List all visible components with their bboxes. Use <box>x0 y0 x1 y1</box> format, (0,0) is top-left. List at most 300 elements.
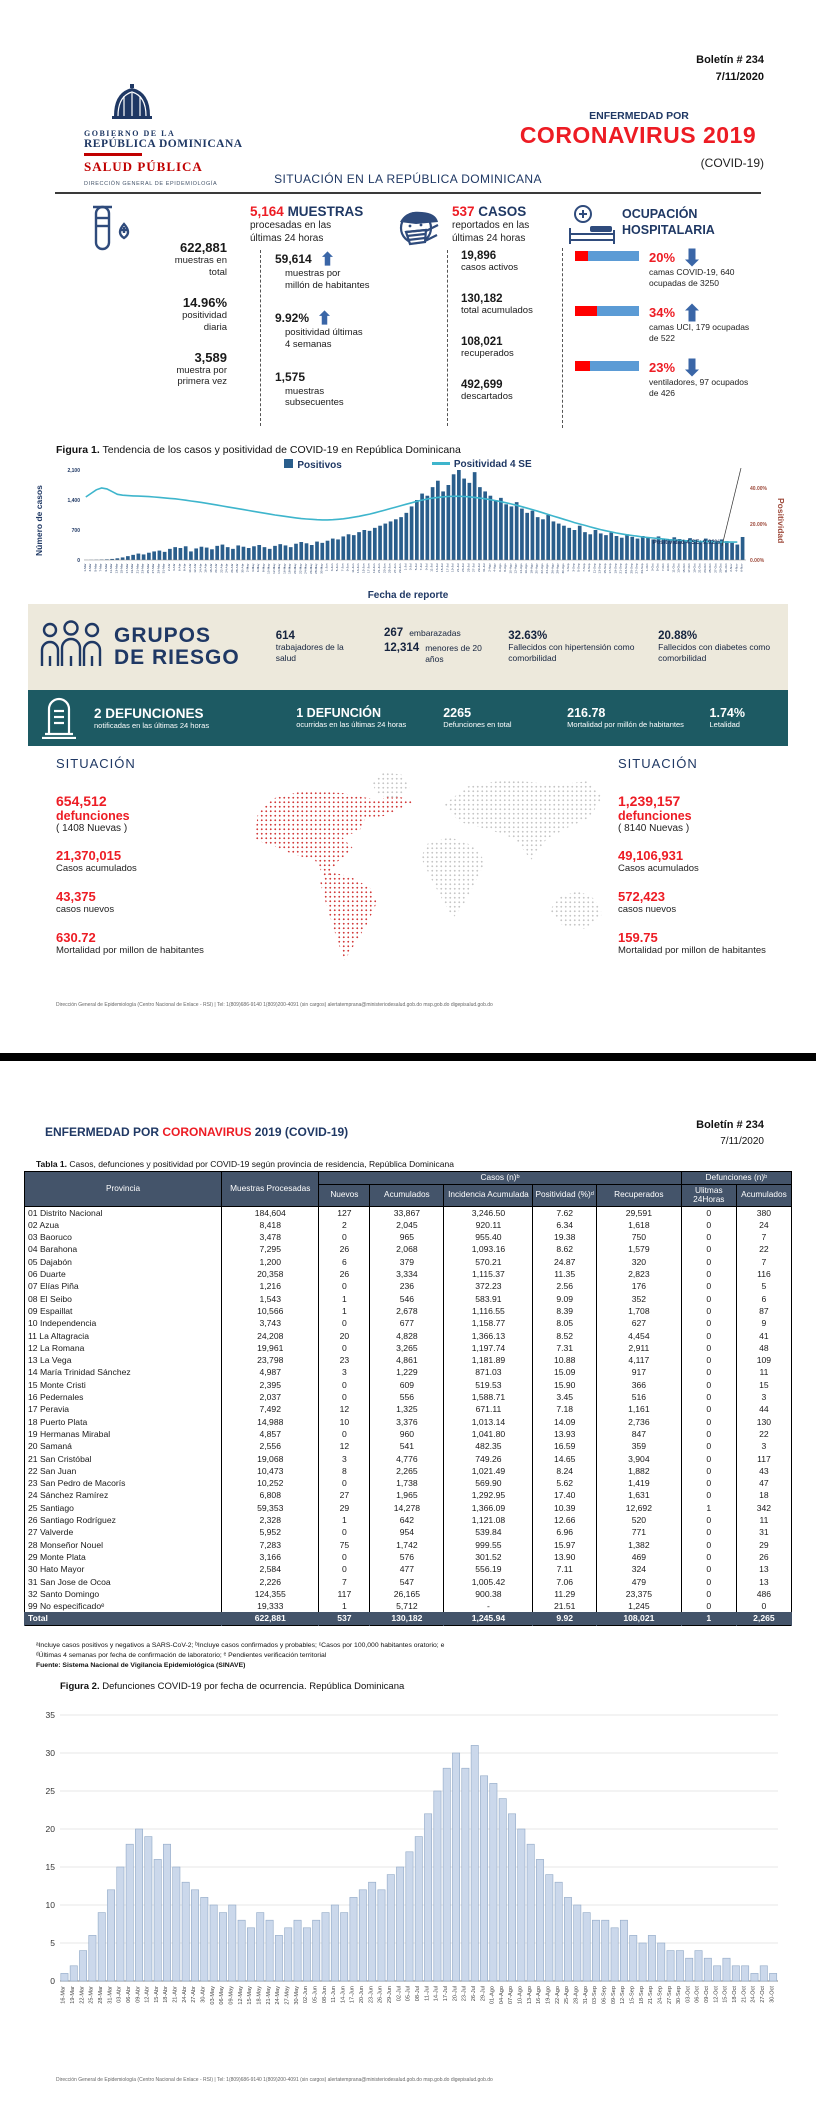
svg-text:12-Abr: 12-Abr <box>193 563 198 573</box>
table-cell: 3,246.50 <box>444 1206 533 1219</box>
svg-text:21-Oct: 21-Oct <box>741 1986 748 2003</box>
table-cell: 24 Sánchez Ramírez <box>25 1489 222 1501</box>
table-cell: 1,021.49 <box>444 1465 533 1477</box>
table-cell: 4,987 <box>222 1366 319 1378</box>
table-cell: 4,828 <box>370 1330 444 1342</box>
table-cell: 965 <box>370 1231 444 1243</box>
table-cell: 27 Valverde <box>25 1526 222 1538</box>
table-cell: 02 Azua <box>25 1219 222 1231</box>
svg-text:3-Jul: 3-Jul <box>408 563 413 571</box>
table-cell: 359 <box>596 1440 681 1452</box>
hospital-item-camas-uci: 34% camas UCI, 179 ocupadas de 522 <box>575 303 800 344</box>
table-cell: 0 <box>681 1219 736 1231</box>
table-cell: 12 <box>319 1403 370 1415</box>
svg-text:29-Jul: 29-Jul <box>476 563 481 572</box>
table-row <box>25 1551 792 1563</box>
svg-text:10-May: 10-May <box>266 563 271 574</box>
table-cell: 1,382 <box>596 1539 681 1551</box>
bulletin-number: Boletín # 234 <box>696 54 764 66</box>
table-cell: 06 Duarte <box>25 1268 222 1280</box>
table-cell: 2,328 <box>222 1514 319 1526</box>
svg-text:23-Jun: 23-Jun <box>382 563 387 573</box>
table-cell: 7.06 <box>533 1576 597 1588</box>
svg-text:15-Mar: 15-Mar <box>119 563 124 574</box>
svg-text:06-May: 06-May <box>219 1986 226 2005</box>
table-cell: 0 <box>319 1342 370 1354</box>
table-cell: 0 <box>681 1477 736 1489</box>
table-cell: 0 <box>319 1563 370 1575</box>
risk-groups-band <box>28 604 788 690</box>
deaths-ocurridas: 1 DEFUNCIÓN ocurridas en las últimas 24 horas <box>296 706 407 730</box>
svg-text:22-Abr: 22-Abr <box>219 563 224 573</box>
table-cell: 3,743 <box>222 1317 319 1329</box>
table-cell: 10.88 <box>533 1354 597 1366</box>
samples-headline: 5,164 MUESTRAS procesadas en las últimas 24 horas <box>250 204 364 244</box>
gov-line-2: REPÚBLICA DOMINICANA <box>84 138 243 150</box>
table-cell: 1,618 <box>596 1219 681 1231</box>
stat-total-acumulados: 130,182 total acumulados <box>461 293 533 316</box>
map-australia <box>550 891 603 929</box>
col-recuperados: Recuperados <box>596 1184 681 1206</box>
table-row <box>25 1305 792 1317</box>
svg-text:6-Abr: 6-Abr <box>177 563 182 572</box>
table-row <box>25 1391 792 1403</box>
table-cell: 546 <box>370 1293 444 1305</box>
svg-text:2-Ago: 2-Ago <box>487 563 492 572</box>
svg-text:31-Ago: 31-Ago <box>582 1986 589 2005</box>
national-crest-icon <box>110 84 324 129</box>
colgroup-casos: Casos (n)ᵇ <box>319 1172 681 1185</box>
table-row <box>25 1563 792 1575</box>
sit-defunciones: 1,239,157 defunciones ( 8140 Nuevas ) <box>618 793 692 834</box>
sit-casos-nuevos: 572,423 casos nuevos <box>618 888 677 915</box>
hospital-occupancy-block <box>562 248 800 428</box>
svg-text:6-Ago: 6-Ago <box>497 563 502 572</box>
table-cell: 1,005.42 <box>444 1576 533 1588</box>
page-title: CORONAVIRUS 2019 <box>519 122 757 148</box>
table-cell: 0 <box>319 1551 370 1563</box>
svg-text:15-Jul: 15-Jul <box>440 563 445 572</box>
table-cell: 2,911 <box>596 1342 681 1354</box>
svg-text:18-Oct: 18-Oct <box>732 1986 738 2003</box>
svg-text:28-Mar: 28-Mar <box>98 1986 104 2004</box>
table-cell: 0 <box>681 1366 736 1378</box>
svg-text:12-May: 12-May <box>237 1986 244 2005</box>
svg-text:13-Ago: 13-Ago <box>526 1986 533 2005</box>
svg-text:12-May: 12-May <box>272 563 276 574</box>
table-cell: 0 <box>681 1317 736 1329</box>
table-cell: 176 <box>596 1280 681 1292</box>
stat-positividad-4sem: 9.92% positividad últimas 4 semanas <box>275 310 363 350</box>
table-cell: 0 <box>681 1268 736 1280</box>
table-cell: 0 <box>681 1489 736 1501</box>
table-cell: 33,867 <box>370 1206 444 1219</box>
svg-text:23-Jun: 23-Jun <box>368 1986 375 2004</box>
deaths-band <box>28 690 788 746</box>
table-cell: 236 <box>370 1280 444 1292</box>
table-cell: 22 <box>736 1243 791 1255</box>
table-cell: 26,165 <box>370 1588 444 1600</box>
table-cell: 14.09 <box>533 1416 597 1428</box>
table-cell: 23,375 <box>596 1588 681 1600</box>
svg-text:23-Jul: 23-Jul <box>461 1986 468 2002</box>
arrow-up-icon <box>319 310 330 325</box>
table-row <box>25 1354 792 1366</box>
table-cell: 109 <box>736 1354 791 1366</box>
table-cell: 372.23 <box>444 1280 533 1292</box>
table-cell: 583.91 <box>444 1293 533 1305</box>
svg-text:6-May: 6-May <box>256 563 261 573</box>
svg-text:28-May: 28-May <box>314 563 318 574</box>
situation-title: SITUACIÓN <box>618 756 698 771</box>
table-cell: 1,121.08 <box>444 1514 533 1526</box>
table-cell: 7 <box>736 1256 791 1268</box>
table-row <box>25 1280 792 1292</box>
table-cell: 18 <box>736 1489 791 1501</box>
table-cell: 24.87 <box>533 1256 597 1268</box>
svg-text:19-Oct: 19-Oct <box>692 563 697 573</box>
svg-text:3-Jun: 3-Jun <box>329 563 334 572</box>
table-cell: 01 Distrito Nacional <box>25 1206 222 1219</box>
table-cell: 19,961 <box>222 1342 319 1354</box>
samples-substats <box>260 250 405 426</box>
svg-text:19-Mar: 19-Mar <box>70 1986 76 2004</box>
svg-text:30-Abr: 30-Abr <box>200 1986 207 2003</box>
line-legend-swatch <box>432 462 450 465</box>
table-cell: 6.34 <box>533 1219 597 1231</box>
table-cell: 10 Independencia <box>25 1317 222 1329</box>
table-cell: 08 El Seibo <box>25 1293 222 1305</box>
table-cell: 21.51 <box>533 1600 597 1612</box>
fig1-yticks-left <box>67 468 80 564</box>
table-cell: 26 <box>736 1551 791 1563</box>
table-cell: 2,037 <box>222 1391 319 1403</box>
table-cell: 9.09 <box>533 1293 597 1305</box>
svg-text:3-Oct: 3-Oct <box>650 563 655 572</box>
table-cell: 622,881 <box>222 1612 319 1625</box>
map-africa <box>421 837 485 918</box>
svg-text:25-Sep: 25-Sep <box>629 563 634 574</box>
table-cell: 954 <box>370 1526 444 1538</box>
table-cell: 301.52 <box>444 1551 533 1563</box>
table-cell: 0 <box>681 1354 736 1366</box>
table-cell: 41 <box>736 1330 791 1342</box>
sit-casos-nuevos: 43,375 casos nuevos <box>56 888 115 915</box>
cases-substats <box>447 250 581 426</box>
table-cell: 1 <box>681 1502 736 1514</box>
table-cell: 847 <box>596 1428 681 1440</box>
svg-text:03-Sep: 03-Sep <box>592 1986 599 2005</box>
svg-text:20-Jul: 20-Jul <box>452 1986 459 2002</box>
table-cell: 1,216 <box>222 1280 319 1292</box>
table-cell: 3 <box>736 1440 791 1452</box>
table-cell: 1,882 <box>596 1465 681 1477</box>
table-cell: 1,742 <box>370 1539 444 1551</box>
svg-text:19-Sep: 19-Sep <box>613 563 618 574</box>
svg-text:21-Jul: 21-Jul <box>455 563 460 572</box>
table-cell: 0 <box>681 1243 736 1255</box>
table-cell: 09 Espaillat <box>25 1305 222 1317</box>
svg-text:03-May: 03-May <box>209 1986 216 2005</box>
table-cell: 3.45 <box>533 1391 597 1403</box>
table-cell: 04 Barahona <box>25 1243 222 1255</box>
table-cell: 10,252 <box>222 1477 319 1489</box>
svg-text:23-Sep: 23-Sep <box>624 563 628 574</box>
svg-text:8-Ago: 8-Ago <box>503 563 508 572</box>
table-cell: 47 <box>736 1477 791 1489</box>
table-cell: 917 <box>596 1366 681 1378</box>
svg-text:17-Oct: 17-Oct <box>687 563 691 573</box>
table-row <box>25 1477 792 1489</box>
table-cell: 477 <box>370 1563 444 1575</box>
table-cell: 342 <box>736 1502 791 1514</box>
svg-text:10-Ago: 10-Ago <box>517 1986 524 2005</box>
table-cell: 1,292.95 <box>444 1489 533 1501</box>
table-cell: 547 <box>370 1576 444 1588</box>
svg-text:27-May: 27-May <box>284 1986 291 2005</box>
svg-text:21-Mar: 21-Mar <box>135 563 140 574</box>
table-cell: 29 <box>736 1539 791 1551</box>
bulletin-date: 7/11/2020 <box>715 70 764 83</box>
table-cell: 27 <box>319 1489 370 1501</box>
svg-text:27-Jul: 27-Jul <box>471 563 476 572</box>
svg-text:10-Ago: 10-Ago <box>508 563 513 574</box>
svg-text:30-May: 30-May <box>319 563 324 574</box>
masked-face-icon <box>392 200 448 259</box>
svg-text:08-Jul: 08-Jul <box>415 1986 421 2002</box>
table-cell: 0 <box>681 1293 736 1305</box>
table-cell: 2,226 <box>222 1576 319 1588</box>
svg-text:28-Abr: 28-Abr <box>235 563 240 573</box>
svg-text:2-Abr: 2-Abr <box>166 563 171 572</box>
table-cell: 2,045 <box>370 1219 444 1231</box>
svg-text:30-Oct: 30-Oct <box>769 1986 776 2003</box>
table-cell: 16 Pedernales <box>25 1391 222 1403</box>
table-cell: 4,861 <box>370 1354 444 1366</box>
table-cell: 9.92 <box>533 1612 597 1625</box>
svg-text:16-Ago: 16-Ago <box>524 563 529 574</box>
svg-text:29-Mar: 29-Mar <box>156 563 161 574</box>
table-cell: 6,808 <box>222 1489 319 1501</box>
table-cell: 117 <box>319 1588 370 1600</box>
svg-text:25-Ago: 25-Ago <box>564 1986 571 2005</box>
table-row <box>25 1465 792 1477</box>
table-cell: 0 <box>681 1231 736 1243</box>
svg-text:14-Abr: 14-Abr <box>198 563 203 573</box>
table-row <box>25 1502 792 1514</box>
table-cell: 1,708 <box>596 1305 681 1317</box>
svg-text:07-Ago: 07-Ago <box>508 1986 515 2005</box>
table-cell: 570.21 <box>444 1256 533 1268</box>
table-cell: 0 <box>681 1391 736 1403</box>
table-cell: 324 <box>596 1563 681 1575</box>
svg-text:5-Mar: 5-Mar <box>93 563 98 572</box>
svg-text:11-Jun: 11-Jun <box>331 1986 338 2003</box>
stat-value: 3,589 <box>194 349 227 365</box>
svg-text:5-Oct: 5-Oct <box>655 563 660 572</box>
table-cell: 556 <box>370 1391 444 1403</box>
page1-footer: Dirección General de Epidemiología (Centro Nacional de Enlace - RSI) | Tel: 1(809)686-9140 1(809)200-4091 (sin cargos) alertatemprana@ministeriodesalud.gob.do msp.gob.do digepisalud.gob.do <box>56 1002 493 1008</box>
table-cell: 87 <box>736 1305 791 1317</box>
table-cell: 14.65 <box>533 1453 597 1465</box>
table-cell: 486 <box>736 1588 791 1600</box>
title-kicker: ENFERMEDAD POR <box>589 110 689 122</box>
table-cell: 1,158.77 <box>444 1317 533 1329</box>
table-cell: 677 <box>370 1317 444 1329</box>
svg-text:9-Jun: 9-Jun <box>345 563 350 572</box>
table-cell: 14,988 <box>222 1416 319 1428</box>
table-cell: 0 <box>681 1305 736 1317</box>
table-cell: 7,492 <box>222 1403 319 1415</box>
table-cell: 749.26 <box>444 1453 533 1465</box>
svg-text:05-Jul: 05-Jul <box>405 1986 412 2002</box>
table-cell: 7 <box>736 1231 791 1243</box>
table-cell: 2 <box>319 1219 370 1231</box>
table-cell: 5.62 <box>533 1477 597 1489</box>
table-cell: 21 San Cristóbal <box>25 1453 222 1465</box>
fig1-x-axis-label: Fecha de reporte <box>367 590 449 601</box>
hospital-occupancy-title: OCUPACIÓN HOSPITALARIA <box>622 207 715 238</box>
risk-item-embarazadas-menores: 267 embarazadas 12,314 menores de 20 años <box>384 626 482 664</box>
table-cell: 871.03 <box>444 1366 533 1378</box>
svg-text:11-Jul: 11-Jul <box>424 1986 431 2001</box>
svg-text:2,100: 2,100 <box>67 468 80 474</box>
svg-text:3-Mar: 3-Mar <box>88 563 93 572</box>
svg-text:14-Jun: 14-Jun <box>340 1986 347 2004</box>
table-row <box>25 1539 792 1551</box>
svg-text:14-Ago: 14-Ago <box>518 563 523 574</box>
table-cell: 4,776 <box>370 1453 444 1465</box>
svg-text:20: 20 <box>45 1824 55 1834</box>
table-cell: 12.66 <box>533 1514 597 1526</box>
map-greenland <box>372 772 410 799</box>
table-cell: 1 <box>681 1612 736 1625</box>
table-cell: 3 <box>736 1391 791 1403</box>
svg-text:15-Oct: 15-Oct <box>681 563 686 573</box>
table-cell: 19,068 <box>222 1453 319 1465</box>
table-cell: 43 <box>736 1465 791 1477</box>
fig1-annotation: Positividad 4 SE; 9.92% <box>652 540 720 546</box>
svg-text:28-Ago: 28-Ago <box>573 1986 580 2005</box>
table-cell: 0 <box>319 1391 370 1403</box>
svg-text:4-May: 4-May <box>251 563 255 573</box>
table-cell: 0 <box>681 1416 736 1428</box>
table-cell: 3,904 <box>596 1453 681 1465</box>
svg-text:24-May: 24-May <box>303 563 308 574</box>
table-cell: 16.59 <box>533 1440 597 1452</box>
svg-text:25-Jul: 25-Jul <box>466 563 471 572</box>
svg-text:24-Oct: 24-Oct <box>750 1986 757 2003</box>
table-cell: 0 <box>681 1330 736 1342</box>
table-row <box>25 1440 792 1452</box>
tombstone-icon <box>42 693 76 744</box>
svg-text:25-Oct: 25-Oct <box>708 563 713 573</box>
svg-text:11-Sep: 11-Sep <box>592 563 597 574</box>
table-cell: 479 <box>596 1576 681 1588</box>
fig1-yticks-right <box>750 486 768 564</box>
table-cell: 920.11 <box>444 1219 533 1231</box>
table-cell: 1,366.13 <box>444 1330 533 1342</box>
table-cell: 7.18 <box>533 1403 597 1415</box>
table-cell: 0 <box>319 1280 370 1292</box>
svg-text:7-Oct: 7-Oct <box>660 563 665 572</box>
bulletin-info <box>696 52 764 85</box>
svg-text:20-Jun: 20-Jun <box>359 1986 366 2004</box>
table-cell: 6 <box>736 1293 791 1305</box>
table-cell: 516 <box>596 1391 681 1403</box>
table-cell: 352 <box>596 1293 681 1305</box>
svg-text:29-Jun: 29-Jun <box>387 1986 393 2004</box>
table-cell: 0 <box>319 1379 370 1391</box>
source-note: Fuente: Sistema Nacional de Vigilancia Epidemiológica (SINAVE) <box>36 1662 246 1670</box>
fig2-xticks <box>61 1986 776 2005</box>
svg-text:06-Sep: 06-Sep <box>601 1986 608 2005</box>
risk-item-hipertension: 32.63% Fallecidos con hipertensión como comorbilidad <box>508 630 635 663</box>
svg-text:29-Jun: 29-Jun <box>398 563 403 573</box>
page2-title: ENFERMEDAD POR CORONAVIRUS 2019 (COVID-19) <box>45 1125 349 1139</box>
svg-text:7-Mar: 7-Mar <box>98 563 103 572</box>
table-cell: 11 <box>736 1514 791 1526</box>
table-cell: 0 <box>681 1440 736 1452</box>
table-cell: 1,543 <box>222 1293 319 1305</box>
table-cell: 4,454 <box>596 1330 681 1342</box>
table-cell: 380 <box>736 1206 791 1219</box>
map-north-america <box>255 791 414 879</box>
table-cell: 12,692 <box>596 1502 681 1514</box>
table-cell: 124,355 <box>222 1588 319 1600</box>
table-cell: 26 Santiago Rodríguez <box>25 1514 222 1526</box>
svg-text:30: 30 <box>45 1748 55 1758</box>
svg-text:29-Jul: 29-Jul <box>480 1986 487 2002</box>
table-row <box>25 1206 792 1219</box>
section-title: SITUACIÓN EN LA REPÚBLICA DOMINICANA <box>274 172 542 186</box>
stat-recuperados: 108,021 recuperados <box>461 336 514 359</box>
table-row <box>25 1576 792 1588</box>
svg-text:12-Sep: 12-Sep <box>620 1986 627 2005</box>
col-ultimas-24h: Ulitmas 24Horas <box>681 1184 736 1206</box>
table-cell: 0 <box>681 1280 736 1292</box>
table-cell: 0 <box>319 1477 370 1489</box>
table-cell: 8.05 <box>533 1317 597 1329</box>
svg-text:27-Abr: 27-Abr <box>191 1986 198 2003</box>
table-cell: 0 <box>681 1526 736 1538</box>
table-cell: 5 <box>736 1280 791 1292</box>
footnote-2: ᵈÚltimas 4 semanas por fecha de confirmación de laboratorio; ᵉ Pendientes verificación territorial <box>36 1652 327 1660</box>
table-row <box>25 1293 792 1305</box>
svg-text:1-Sep: 1-Sep <box>566 563 571 572</box>
fig2-caption: Figura 2. Defunciones COVID-19 por fecha de ocurrencia. República Dominicana <box>60 1681 405 1692</box>
sit-casos-acumulados: 21,370,015 Casos acumulados <box>56 848 137 874</box>
svg-text:01-Ago: 01-Ago <box>489 1986 496 2005</box>
table-cell: 366 <box>596 1379 681 1391</box>
svg-text:31-Mar: 31-Mar <box>107 1986 114 2004</box>
svg-text:18-Sep: 18-Sep <box>638 1986 645 2005</box>
table-cell: 955.40 <box>444 1231 533 1243</box>
table-cell: 12 La Romana <box>25 1342 222 1354</box>
table-cell: 576 <box>370 1551 444 1563</box>
table-cell: 12 <box>319 1440 370 1452</box>
table-cell: 2,736 <box>596 1416 681 1428</box>
samples-totals <box>55 240 227 404</box>
province-table <box>24 1171 792 1626</box>
table-cell: 0 <box>319 1231 370 1243</box>
table-cell: 22 San Juan <box>25 1465 222 1477</box>
svg-text:30-Ago: 30-Ago <box>560 563 565 574</box>
fig2-chart <box>30 1695 786 2072</box>
table-cell: 23 San Pedro de Macorís <box>25 1477 222 1489</box>
bar-legend-swatch <box>284 459 293 468</box>
stat-muestras-millon: 59,614 muestras por millón de habitantes <box>275 252 370 291</box>
